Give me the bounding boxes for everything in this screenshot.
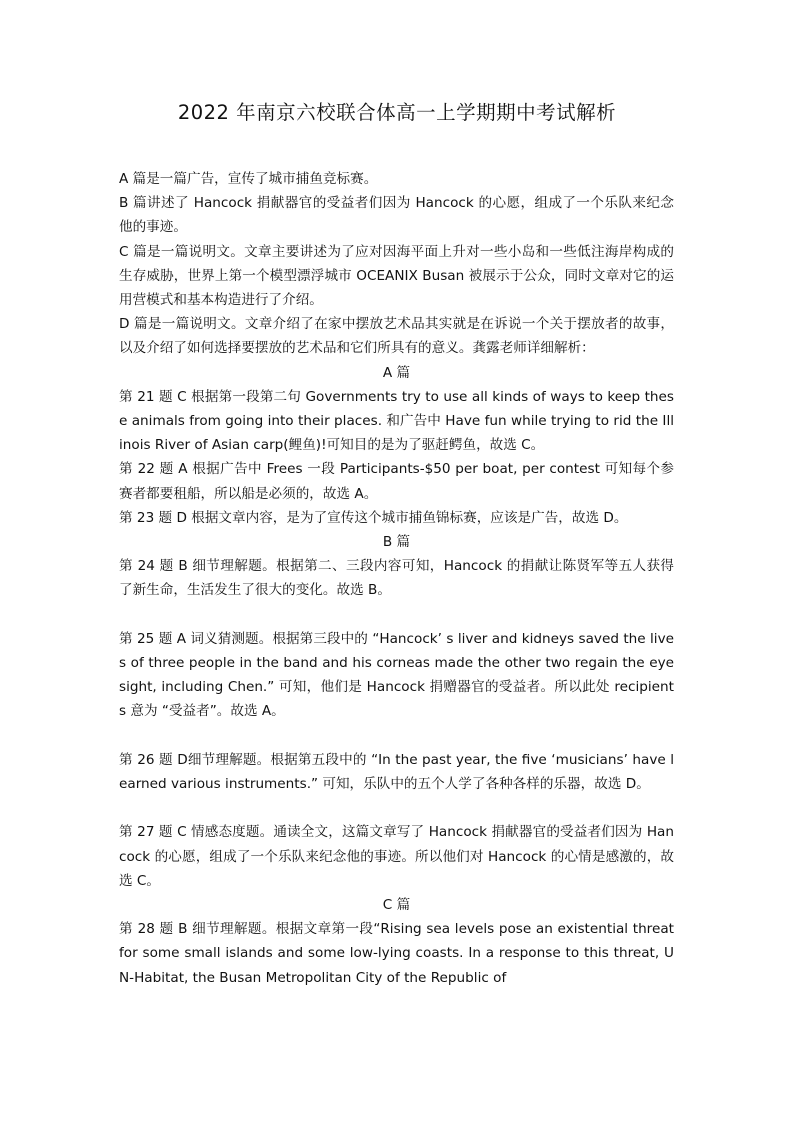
answer-q23: 第 23 题 D 根据文章内容，是为了宣传这个城市捕鱼锦标赛，应该是广告，故选 D。 bbox=[119, 509, 628, 526]
document-body bbox=[119, 167, 674, 990]
answer-q28: 第 28 题 B 细节理解题。根据文章第一段“Rising sea levels pose an existential threat for some small islands and some low-lying coasts. In a response to this threat, UN-Habitat, the Busan Metropolitan City of the Republic of bbox=[119, 921, 674, 986]
answer-q25: 第 25 题 A 词义猜测题。根据第三段中的 “Hancock’ s liver and kidneys saved the lives of three people in the band and his corneas made the other two regain the eyesight, including Chen.” 可知，他们是 Hancock 捐赠器官的受益者。所以此处 recipients 意为 “受益者”。故选 A。 bbox=[119, 630, 674, 720]
answer-q21: 第 21 题 C 根据第一段第二句 Governments try to use all kinds of ways to keep these animals from going into their places. 和广告中 Have fun while trying to rid the Illinois River of Asian carp(鲤鱼)!可知目的是为了驱赶鳄鱼，故选 C。 bbox=[119, 388, 674, 454]
answer-q24: 第 24 题 B 细节理解题。根据第二、三段内容可知，Hancock 的捐献让陈贤军等五人获得了新生命，生活发生了很大的变化。故选 B。 bbox=[119, 558, 674, 599]
document-title: 2022 年南京六校联合体高一上学期期中考试解析 bbox=[177, 101, 617, 124]
section-heading-a: A 篇 bbox=[382, 364, 411, 381]
section-heading-c: C 篇 bbox=[382, 897, 411, 914]
paragraph-gap bbox=[119, 796, 674, 820]
section-heading-b: B 篇 bbox=[382, 534, 411, 551]
paragraph-gap bbox=[119, 724, 674, 748]
summary-a: A 篇是一篇广告，宣传了城市捕鱼竞标赛。 bbox=[119, 171, 378, 187]
paragraph-gap bbox=[119, 603, 674, 627]
answer-q27: 第 27 题 C 情感态度题。通读全文，这篇文章写了 Hancock 捐献器官的受益者们因为 Hancock 的心愿，组成了一个乐队来纪念他的事迹。所以他们对 Hancock 的心情是感激的，故选 C。 bbox=[119, 824, 674, 889]
summary-b: B 篇讲述了 Hancock 捐献器官的受益者们因为 Hancock 的心愿，组成了一个乐队来纪念他的事迹。 bbox=[119, 195, 674, 236]
summary-d: D 篇是一篇说明文。文章介绍了在家中摆放艺术品其实就是在诉说一个关于摆放者的故事，以及介绍了如何选择要摆放的艺术品和它们所具有的意义。龚露老师详细解析： bbox=[119, 316, 674, 357]
summary-c: C 篇是一篇说明文。文章主要讲述为了应对因海平面上升对一些小岛和一些低注海岸构成的生存威胁，世界上第一个模型漂浮城市 OCEANIX Busan 被展示于公众，同时文章对它的运用营模式和基本构造进行了介绍。 bbox=[119, 243, 674, 309]
answer-q22: 第 22 题 A 根据广告中 Frees 一段 Participants-$50 per boat, per contest 可知每个参赛者都要租船，所以船是必须的，故选 A。 bbox=[119, 461, 674, 502]
answer-q26: 第 26 题 D细节理解题。根据第五段中的 “In the past year, the five ‘musicians’ have learned various instruments.” 可知，乐队中的五个人学了各种各样的乐器，故选 D。 bbox=[119, 751, 674, 793]
